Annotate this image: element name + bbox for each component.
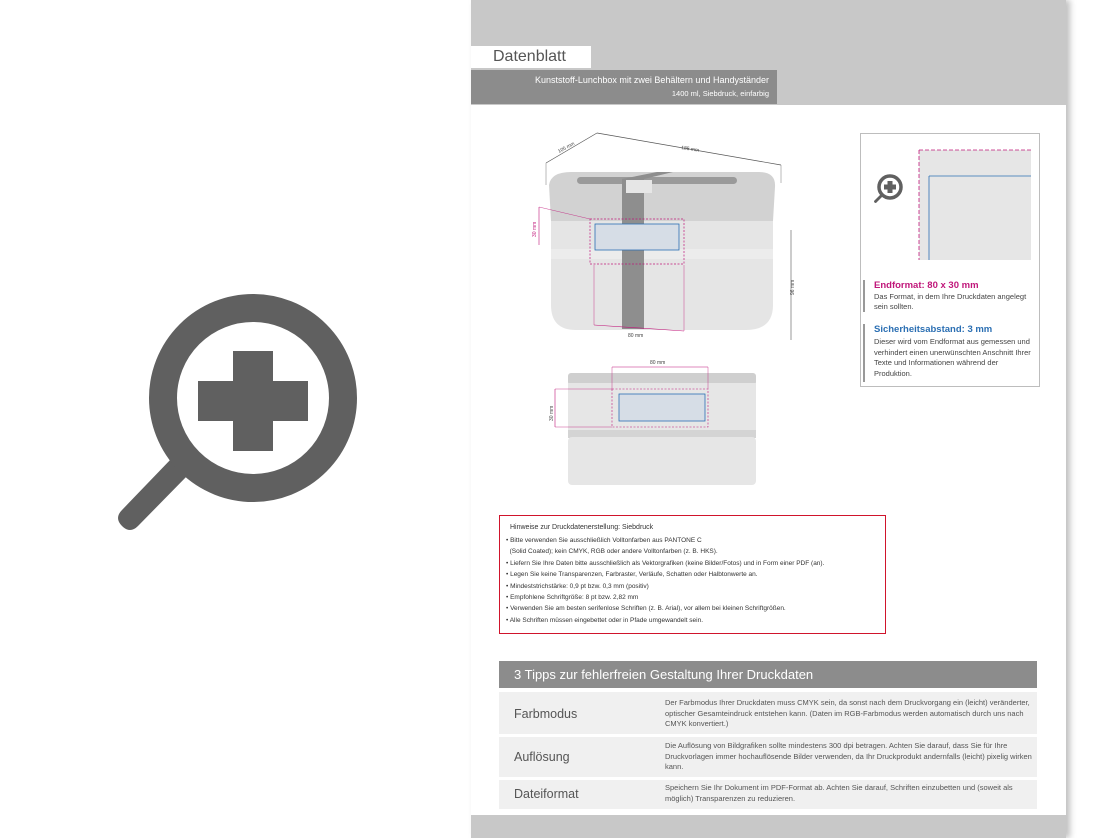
footer-band xyxy=(471,815,1066,838)
notes-item: (Solid Coated); kein CMYK, RGB oder andere Volltonfarben (z. B. HKS). xyxy=(506,548,718,556)
tip-label: Farbmodus xyxy=(514,707,578,721)
tip-label: Auflösung xyxy=(514,750,570,764)
datasheet-page xyxy=(471,0,1066,838)
notes-item: • Mindeststrichstärke: 0,9 pt bzw. 0,3 mm (positiv) xyxy=(506,582,649,590)
notes-item: • Alle Schriften müssen eingebettet oder in Pfade umgewandelt sein. xyxy=(506,616,704,624)
tip-text: Die Auflösung von Bildgrafiken sollte mindestens 300 dpi betragen. Achten Sie darauf, dass Sie für Ihre Druckvorlagen immer hochauflösende Bilder verwenden, da Ihr Druckprodukt andernfalls (leicht) pixelig wirken kann. xyxy=(665,741,1032,771)
legend-bar-safety xyxy=(863,324,865,382)
notes-item: • Bitte verwenden Sie ausschließlich Volltonfarben aus PANTONE C xyxy=(506,537,702,544)
endformat-title: Endformat: 80 x 30 mm xyxy=(874,280,979,291)
zoom-in-icon[interactable] xyxy=(100,270,360,550)
notes-title: Hinweise zur Druckdatenerstellung: Siebdruck xyxy=(510,524,654,531)
zoom-in-icon[interactable] xyxy=(871,172,905,206)
dim-print-width-label: 80 mm xyxy=(628,333,644,339)
legend-bar-endformat xyxy=(863,280,865,312)
product-diagram xyxy=(531,125,811,495)
format-detail-image xyxy=(861,134,1039,274)
endformat-text: Das Format, in dem Ihre Druckdaten angelegt sein sollten. xyxy=(874,292,1027,311)
product-name: Kunststoff-Lunchbox mit zwei Behältern und Handyständer xyxy=(535,75,769,85)
tip-text: Speichern Sie Ihr Dokument im PDF-Format ab. Achten Sie darauf, Schriften einzubetten und (soweit als möglich) Transparenzen zu reduzieren. xyxy=(665,783,1013,803)
print-notes-box xyxy=(499,515,886,634)
tip-text: Der Farbmodus Ihrer Druckdaten muss CMYK sein, da sonst nach dem Druckvorgang ein (leicht) veränderter, optischer Gesamteindruck entstehen kann. (Daten im RGB-Farbmodus werden automatisch durch uns nach CMYK konvertiert.) xyxy=(665,698,1030,728)
notes-item: • Empfohlene Schriftgröße: 8 pt bzw. 2,82 mm xyxy=(506,594,639,602)
notes-item: • Legen Sie keine Transparenzen, Farbraster, Verläufe, Schatten oder Halbtonwerte an. xyxy=(506,571,758,579)
notes-item: • Verwenden Sie am besten serifenlose Schriften (z. B. Arial), vor allem bei kleinen Schriftgrößen. xyxy=(506,605,786,613)
dim-height-label: 96 mm xyxy=(790,279,796,295)
sheet-title: Datenblatt xyxy=(493,48,566,65)
tip-row-farbmodus xyxy=(499,692,1037,734)
notes-item: • Liefern Sie Ihre Daten bitte ausschließlich als Vektorgrafiken (keine Bilder/Fotos) und in Form einer PDF (an). xyxy=(506,559,825,567)
front-dim-height-label: 30 mm xyxy=(549,405,555,421)
front-dim-width-label: 80 mm xyxy=(650,360,666,366)
tips-heading: 3 Tipps zur fehlerfreien Gestaltung Ihrer Druckdaten xyxy=(514,667,814,682)
product-spec: 1400 ml, Siebdruck, einfarbig xyxy=(671,89,769,98)
format-legend-panel xyxy=(860,133,1040,387)
safety-text: Dieser wird vom Endformat aus gemessen und verhindert einen unerwünschten Anschnitt Ihrer Texte und Informationen während der Produktion. xyxy=(874,337,1031,378)
tips-heading-bar xyxy=(499,661,1037,688)
dim-depth-label: 105 mm xyxy=(557,140,576,155)
tip-row-aufloesung xyxy=(499,737,1037,777)
dim-width-label: 185 mm xyxy=(680,145,700,154)
product-band xyxy=(471,70,777,104)
tip-row-dateiformat xyxy=(499,780,1037,809)
tip-label: Dateiformat xyxy=(514,787,579,801)
notes-list xyxy=(506,535,884,626)
safety-title: Sicherheitsabstand: 3 mm xyxy=(874,324,993,335)
dim-print-height-label: 30 mm xyxy=(532,221,538,237)
